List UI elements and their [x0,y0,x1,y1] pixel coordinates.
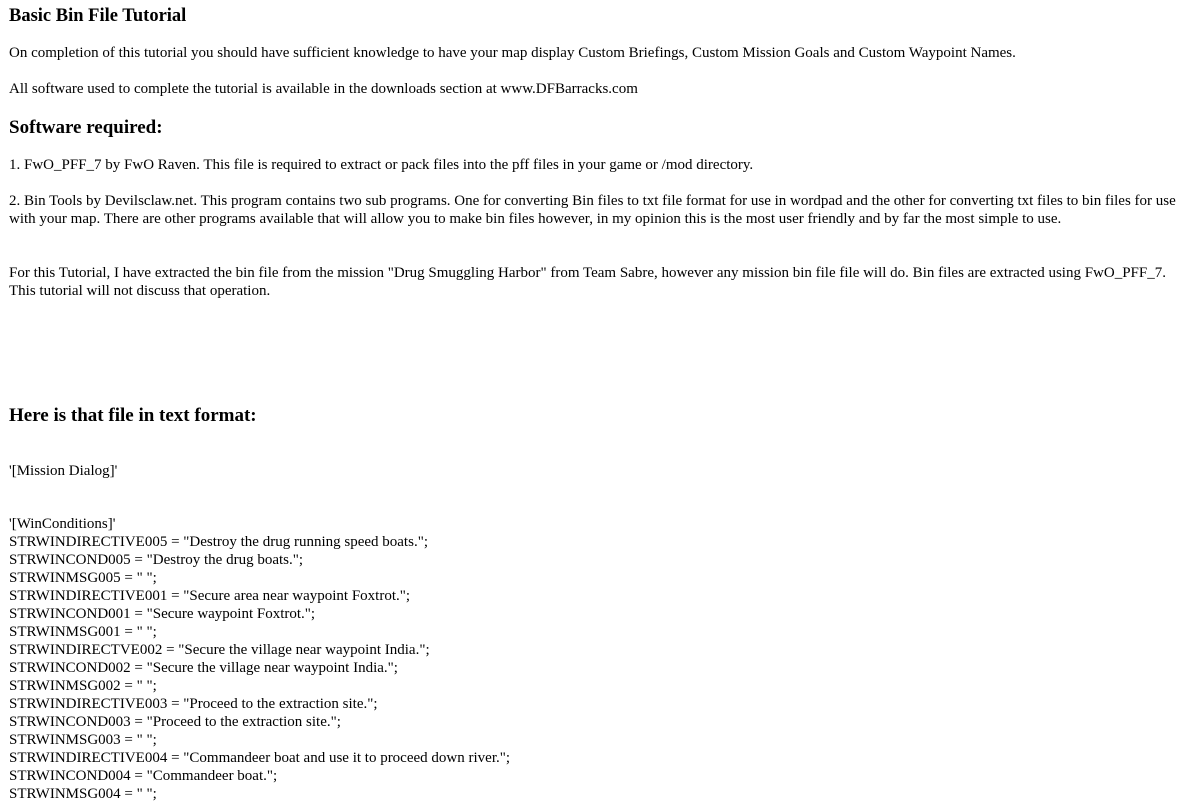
bin-file-line: STRWINCOND001 = "Secure waypoint Foxtrot."; [9,606,316,622]
mission-dialog-line: '[Mission Dialog]' [9,463,118,479]
text-format-heading: Here is that file in text format: [9,405,257,426]
software-availability-paragraph: All software used to complete the tutorial is available in the downloads section at www.DFBarracks.com [9,81,638,97]
bin-file-line: STRWINMSG004 = " "; [9,786,157,802]
bin-file-line: STRWINDIRECTIVE003 = "Proceed to the extraction site."; [9,696,378,712]
bin-file-line: STRWINDIRECTIVE005 = "Destroy the drug running speed boats."; [9,534,428,550]
tutorial-note-paragraph: For this Tutorial, I have extracted the bin file from the mission "Drug Smuggling Harbor" from Team Sabre, however any mission bin file file will do. Bin files are extracted using FwO_PFF_7. This tutorial will not discuss that operation. [9,265,1166,299]
intro-paragraph: On completion of this tutorial you should have sufficient knowledge to have your map display Custom Briefings, Custom Mission Goals and Custom Waypoint Names. [9,45,1016,61]
bin-file-line: STRWINDIRECTVE002 = "Secure the village near waypoint India."; [9,642,430,658]
bin-file-line: STRWINMSG001 = " "; [9,624,157,640]
software-required-heading: Software required: [9,117,163,138]
bin-file-line: STRWINDIRECTIVE004 = "Commandeer boat and use it to proceed down river."; [9,750,511,766]
bin-file-line: STRWINCOND003 = "Proceed to the extraction site."; [9,714,341,730]
page-title: Basic Bin File Tutorial [9,6,187,26]
bin-file-line: STRWINCOND002 = "Secure the village near waypoint India."; [9,660,398,676]
bin-file-line: STRWINMSG005 = " "; [9,570,157,586]
bin-file-line: STRWINMSG003 = " "; [9,732,157,748]
bin-file-line: STRWINCOND004 = "Commandeer boat."; [9,768,278,784]
software-item-1: 1. FwO_PFF_7 by FwO Raven. This file is required to extract or pack files into the pff files in your game or /mod directory. [9,157,754,173]
bin-file-line: STRWINDIRECTIVE001 = "Secure area near waypoint Foxtrot."; [9,588,411,604]
software-item-2: 2. Bin Tools by Devilsclaw.net. This program contains two sub programs. One for converting Bin files to txt file format for use in wordpad and the other for converting txt files to bin files for use with your map. There are other programs available that will allow you to make bin files however, in my opinion this is the most user friendly and by far the most simple to use. [9,193,1176,227]
bin-file-line: STRWINCOND005 = "Destroy the drug boats."; [9,552,304,568]
bin-file-text-block [9,515,1184,803]
bin-file-line: STRWINMSG002 = " "; [9,678,157,694]
bin-file-line: '[WinConditions]' [9,516,116,532]
